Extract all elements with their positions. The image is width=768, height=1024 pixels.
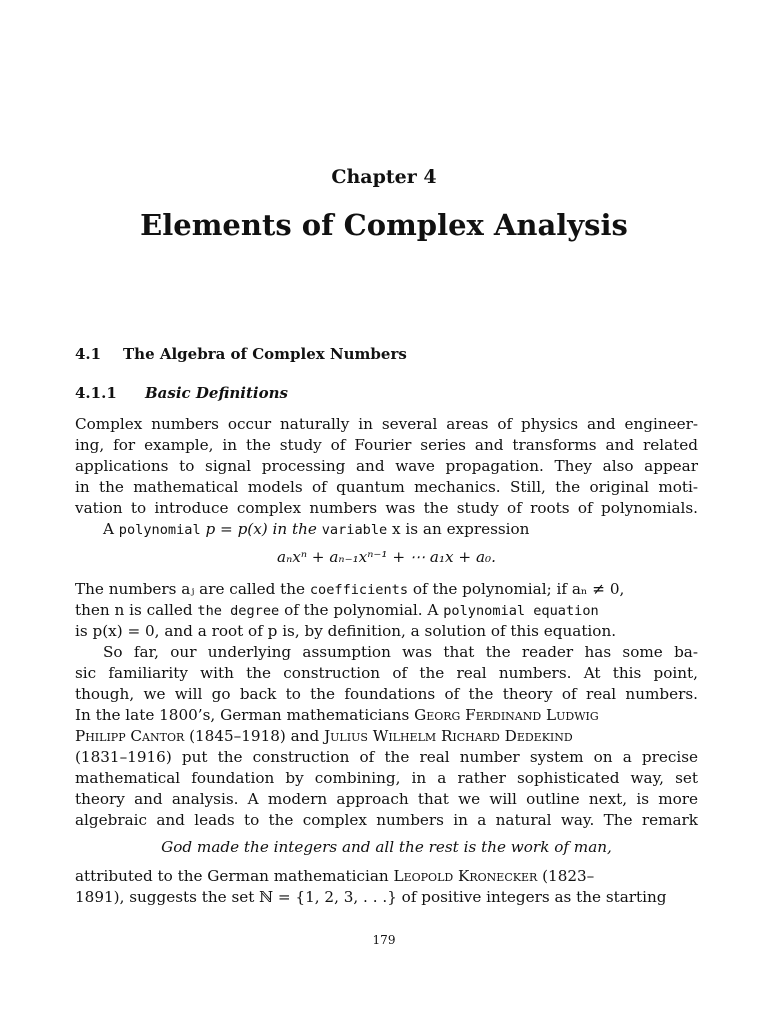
chapter-label: Chapter 4 — [331, 166, 437, 188]
text-line: mathematical foundation by combining, in a rather sophisticated way, set — [75, 769, 698, 787]
kronecker-quote: God made the integers and all the rest is the work of man, — [161, 838, 612, 856]
term-polynomial-equation: polynomial equation — [443, 603, 599, 619]
text-line — [75, 726, 698, 747]
subsection-title: Basic Definitions — [145, 384, 288, 402]
text-fragment: (1845–1918) and — [189, 727, 320, 745]
text-line: (1831–1916) put the construction of the real number system on a precise — [75, 748, 698, 766]
text-line: ing, for example, in the study of Fourier series and transforms and related — [75, 436, 698, 454]
text-fragment: of the polynomial. A — [284, 601, 439, 619]
text-line: sic familiarity with the construction of the real numbers. At this point, — [75, 664, 698, 682]
chapter-title: Elements of Complex Analysis — [140, 208, 628, 242]
text-line: algebraic and leads to the complex numbers in a natural way. The remark — [75, 811, 698, 829]
text-line: 1891), suggests the set ℕ = {1, 2, 3, . . .} of positive integers as the starting — [75, 888, 667, 906]
text-line: So far, our underlying assumption was that the reader has some ba- — [103, 643, 698, 661]
text-line: is p(x) = 0, and a root of p is, by definition, a solution of this equation. — [75, 622, 617, 640]
text-fragment: x is an expression — [392, 520, 530, 538]
text-line: though, we will go back to the foundations of the theory of real numbers. — [75, 685, 698, 703]
subsection-heading — [75, 384, 288, 402]
text-line: vation to introduce complex numbers was the study of roots of polynomials. — [75, 499, 698, 517]
text-line: in the mathematical models of quantum mechanics. Still, the original moti- — [75, 478, 698, 496]
text-fragment: (1823– — [542, 867, 595, 885]
text-line — [75, 579, 698, 600]
display-equation: aₙxⁿ + aₙ₋₁xⁿ⁻¹ + ⋯ a₁x + a₀. — [277, 548, 496, 566]
name-cantor: Philipp Cantor — [75, 727, 185, 745]
text-line: applications to signal processing and wave propagation. They also appear — [75, 457, 698, 475]
page-number: 179 — [372, 933, 396, 947]
section-heading — [75, 345, 407, 363]
name-cantor: Georg Ferdinand Ludwig — [414, 706, 599, 724]
text-fragment: p = p(x) in the — [205, 520, 317, 538]
term-degree: the degree — [197, 603, 280, 619]
text-fragment: A — [103, 520, 114, 538]
text-line: Complex numbers occur naturally in several areas of physics and engineer- — [75, 415, 698, 433]
text-line — [75, 866, 698, 887]
text-line — [75, 600, 698, 621]
text-fragment: In the late 1800’s, German mathematicians — [75, 706, 410, 724]
text-line — [75, 519, 698, 540]
term-polynomial: polynomial — [118, 522, 201, 538]
term-coefficients: coefficients — [309, 582, 409, 598]
text-line — [75, 705, 698, 726]
section-title: The Algebra of Complex Numbers — [123, 345, 407, 363]
subsection-number: 4.1.1 — [75, 384, 117, 402]
text-line: theory and analysis. A modern approach that we will outline next, is more — [75, 790, 698, 808]
text-fragment: of the polynomial; if aₙ ≠ 0, — [412, 580, 625, 598]
body-text — [75, 414, 698, 908]
text-fragment: The numbers aⱼ are called the — [75, 580, 305, 598]
name-dedekind: Julius Wilhelm Richard Dedekind — [324, 727, 573, 745]
name-kronecker: Leopold Kronecker — [393, 867, 538, 885]
section-number: 4.1 — [75, 345, 102, 363]
term-variable: variable — [321, 522, 388, 538]
text-fragment: then n is called — [75, 601, 193, 619]
text-fragment: attributed to the German mathematician — [75, 867, 389, 885]
